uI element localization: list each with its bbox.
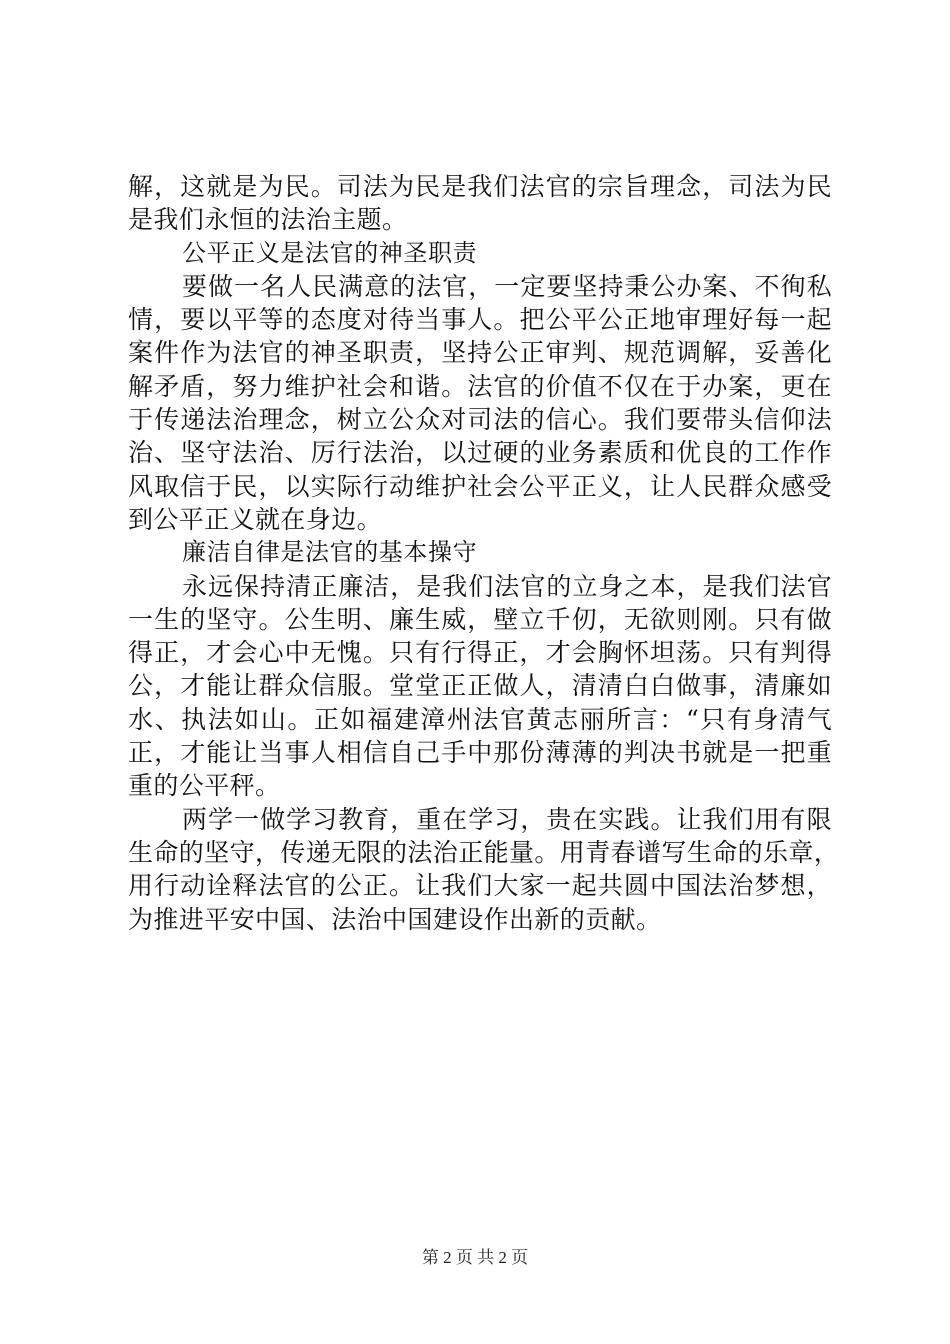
section-heading: 廉洁自律是法官的基本操守 — [182, 538, 478, 567]
paragraph-line: 重的公平秤。 — [128, 771, 281, 801]
paragraph-line: 永远保持清正廉洁，是我们法官的立身之本，是我们法官 — [182, 571, 832, 601]
paragraph-line: 生命的坚守，传递无限的法治正能量。用青春谱写生命的乐章， — [128, 837, 840, 867]
paragraph-line: 风取信于民，以实际行动维护社会公平正义，让人民群众感受 — [128, 471, 832, 501]
paragraph-line: 案件作为法官的神圣职责，坚持公正审判、规范调解，妥善化 — [128, 338, 832, 368]
paragraph-line: 到公平正义就在身边。 — [128, 504, 383, 534]
paragraph-line: 解，这就是为民。司法为民是我们法官的宗旨理念，司法为民 — [128, 172, 832, 201]
paragraph-line: 于传递法治理念，树立公众对司法的信心。我们要带头信仰法 — [128, 405, 832, 435]
paragraph-line: 解矛盾，努力维护社会和谐。法官的价值不仅在于办案，更在 — [128, 371, 832, 401]
document-body — [128, 170, 840, 936]
paragraph-line: 一生的坚守。公生明、廉生威，壁立千仞，无欲则刚。只有做 — [128, 604, 832, 634]
paragraph-line: 正，才能让当事人相信自己手中那份薄薄的判决书就是一把重 — [128, 738, 832, 768]
paragraph-line: 为推进平安中国、法治中国建设作出新的贡献。 — [128, 904, 662, 934]
paragraph-line: 用行动诠释法官的公正。让我们大家一起共圆中国法治梦想， — [128, 871, 832, 901]
paragraph-line: 公，才能让群众信服。堂堂正正做人，清清白白做事，清廉如 — [128, 671, 832, 701]
page-footer: 第 2 页 共 2 页 — [421, 1248, 529, 1267]
paragraph-line: 治、坚守法治、厉行法治，以过硬的业务素质和优良的工作作 — [128, 438, 832, 468]
paragraph-line: 得正，才会心中无愧。只有行得正，才会胸怀坦荡。只有判得 — [128, 638, 832, 668]
paragraph-line: 要做一名人民满意的法官，一定要坚持秉公办案、不徇私 — [182, 271, 832, 301]
paragraph-line: 水、执法如山。正如福建漳州法官黄志丽所言：“只有身清气 — [128, 704, 832, 734]
paragraph-line: 情，要以平等的态度对待当事人。把公平公正地审理好每一起 — [128, 305, 832, 335]
paragraph-line: 是我们永恒的法治主题。 — [128, 205, 408, 235]
paragraph-line: 两学一做学习教育，重在学习，贵在实践。让我们用有限 — [182, 804, 832, 834]
section-heading: 公平正义是法官的神圣职责 — [182, 238, 478, 267]
